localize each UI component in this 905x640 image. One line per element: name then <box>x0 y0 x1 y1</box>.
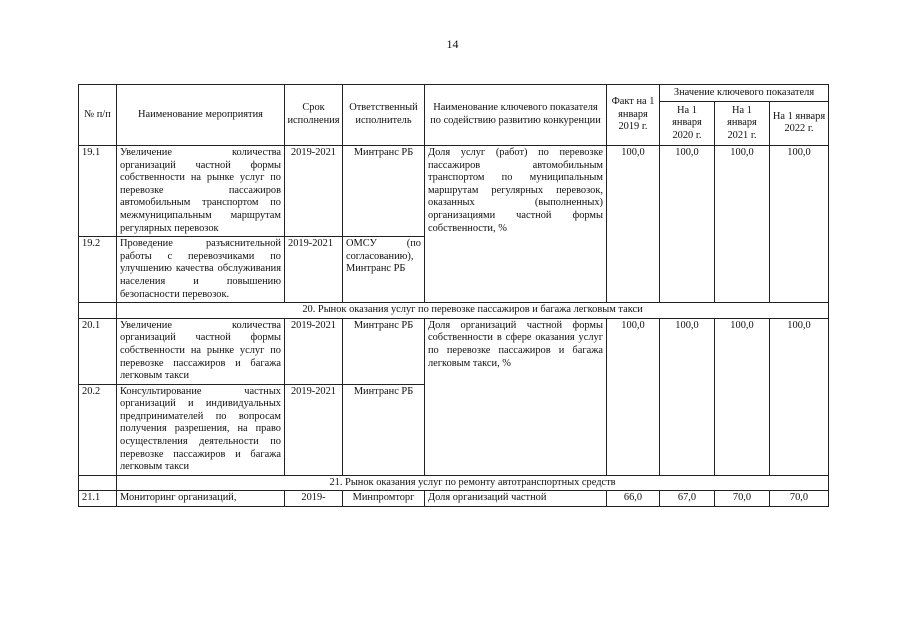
measures-table <box>78 84 829 507</box>
row-value-2020: 100,0 <box>660 318 715 475</box>
row-indicator: Доля организаций частной формы собственности в сфере оказания услуг по перевозке пассажиров и багажа легковым такси, % <box>425 318 607 475</box>
header-2020: На 1 января 2020 г. <box>660 101 715 145</box>
section-row <box>79 303 829 319</box>
row-num: 19.1 <box>79 146 117 237</box>
row-num: 20.2 <box>79 384 117 475</box>
section-title: 20. Рынок оказания услуг по перевозке пассажиров и багажа легковым такси <box>117 303 829 319</box>
row-measure: Консультирование частных организаций и индивидуальных предпринимателей по вопросам получения разрешения, на право осуществления деятельности по перевозке пассажиров и багажа легковым такси <box>117 384 285 475</box>
table-row <box>79 318 829 384</box>
row-responsible: Минтранс РБ <box>343 318 425 384</box>
page-number: 14 <box>446 37 459 51</box>
header-fact: Факт на 1 января 2019 г. <box>607 85 660 146</box>
row-indicator: Доля организаций частной <box>425 491 607 507</box>
section-row <box>79 475 829 491</box>
row-fact: 100,0 <box>607 146 660 303</box>
row-term: 2019-2021 <box>285 384 343 475</box>
header-term: Срок исполнения <box>285 85 343 146</box>
row-num: 19.2 <box>79 237 117 303</box>
row-term: 2019-2021 <box>285 237 343 303</box>
row-fact: 66,0 <box>607 491 660 507</box>
row-term: 2019- <box>285 491 343 507</box>
header-value-group: Значение ключевого показателя <box>660 85 829 102</box>
header-responsible: Ответственный исполнитель <box>343 85 425 146</box>
row-value-2021: 100,0 <box>715 146 770 303</box>
table-row <box>79 491 829 507</box>
row-num: 21.1 <box>79 491 117 507</box>
row-responsible: ОМСУ (по согласованию), Минтранс РБ <box>343 237 425 303</box>
header-2022: На 1 января 2022 г. <box>770 101 829 145</box>
row-num: 20.1 <box>79 318 117 384</box>
row-responsible: Минтранс РБ <box>343 384 425 475</box>
row-value-2022: 70,0 <box>770 491 829 507</box>
section-title: 21. Рынок оказания услуг по ремонту автотранспортных средств <box>117 475 829 491</box>
row-value-2020: 67,0 <box>660 491 715 507</box>
row-value-2022: 100,0 <box>770 318 829 475</box>
header-num: № п/п <box>79 85 117 146</box>
row-measure: Мониторинг организаций, <box>117 491 285 507</box>
row-responsible: Минпромторг <box>343 491 425 507</box>
row-fact: 100,0 <box>607 318 660 475</box>
header-row <box>79 85 829 102</box>
header-name: Наименование мероприятия <box>117 85 285 146</box>
row-responsible: Минтранс РБ <box>343 146 425 237</box>
table-row <box>79 146 829 237</box>
row-value-2021: 70,0 <box>715 491 770 507</box>
row-measure: Проведение разъяснительной работы с перевозчиками по улучшению качества обслуживания населения и повышению безопасности перевозок. <box>117 237 285 303</box>
header-2021: На 1 января 2021 г. <box>715 101 770 145</box>
row-value-2021: 100,0 <box>715 318 770 475</box>
row-value-2022: 100,0 <box>770 146 829 303</box>
row-measure: Увеличение количества организаций частной формы собственности на рынке услуг по перевозке пассажиров автомобильным транспортом по межмуниципальным маршрутам регулярных перевозок <box>117 146 285 237</box>
row-value-2020: 100,0 <box>660 146 715 303</box>
row-measure: Увеличение количества организаций частной формы собственности на рынке услуг по перевозке пассажиров и багажа легковым такси <box>117 318 285 384</box>
row-indicator: Доля услуг (работ) по перевозке пассажиров автомобильным транспортом по муниципальным маршрутам регулярных перевозок, оказанных (выполненных) организациями частной формы собственности, % <box>425 146 607 303</box>
row-term: 2019-2021 <box>285 318 343 384</box>
header-indicator: Наименование ключевого показателя по содействию развитию конкуренции <box>425 85 607 146</box>
row-term: 2019-2021 <box>285 146 343 237</box>
